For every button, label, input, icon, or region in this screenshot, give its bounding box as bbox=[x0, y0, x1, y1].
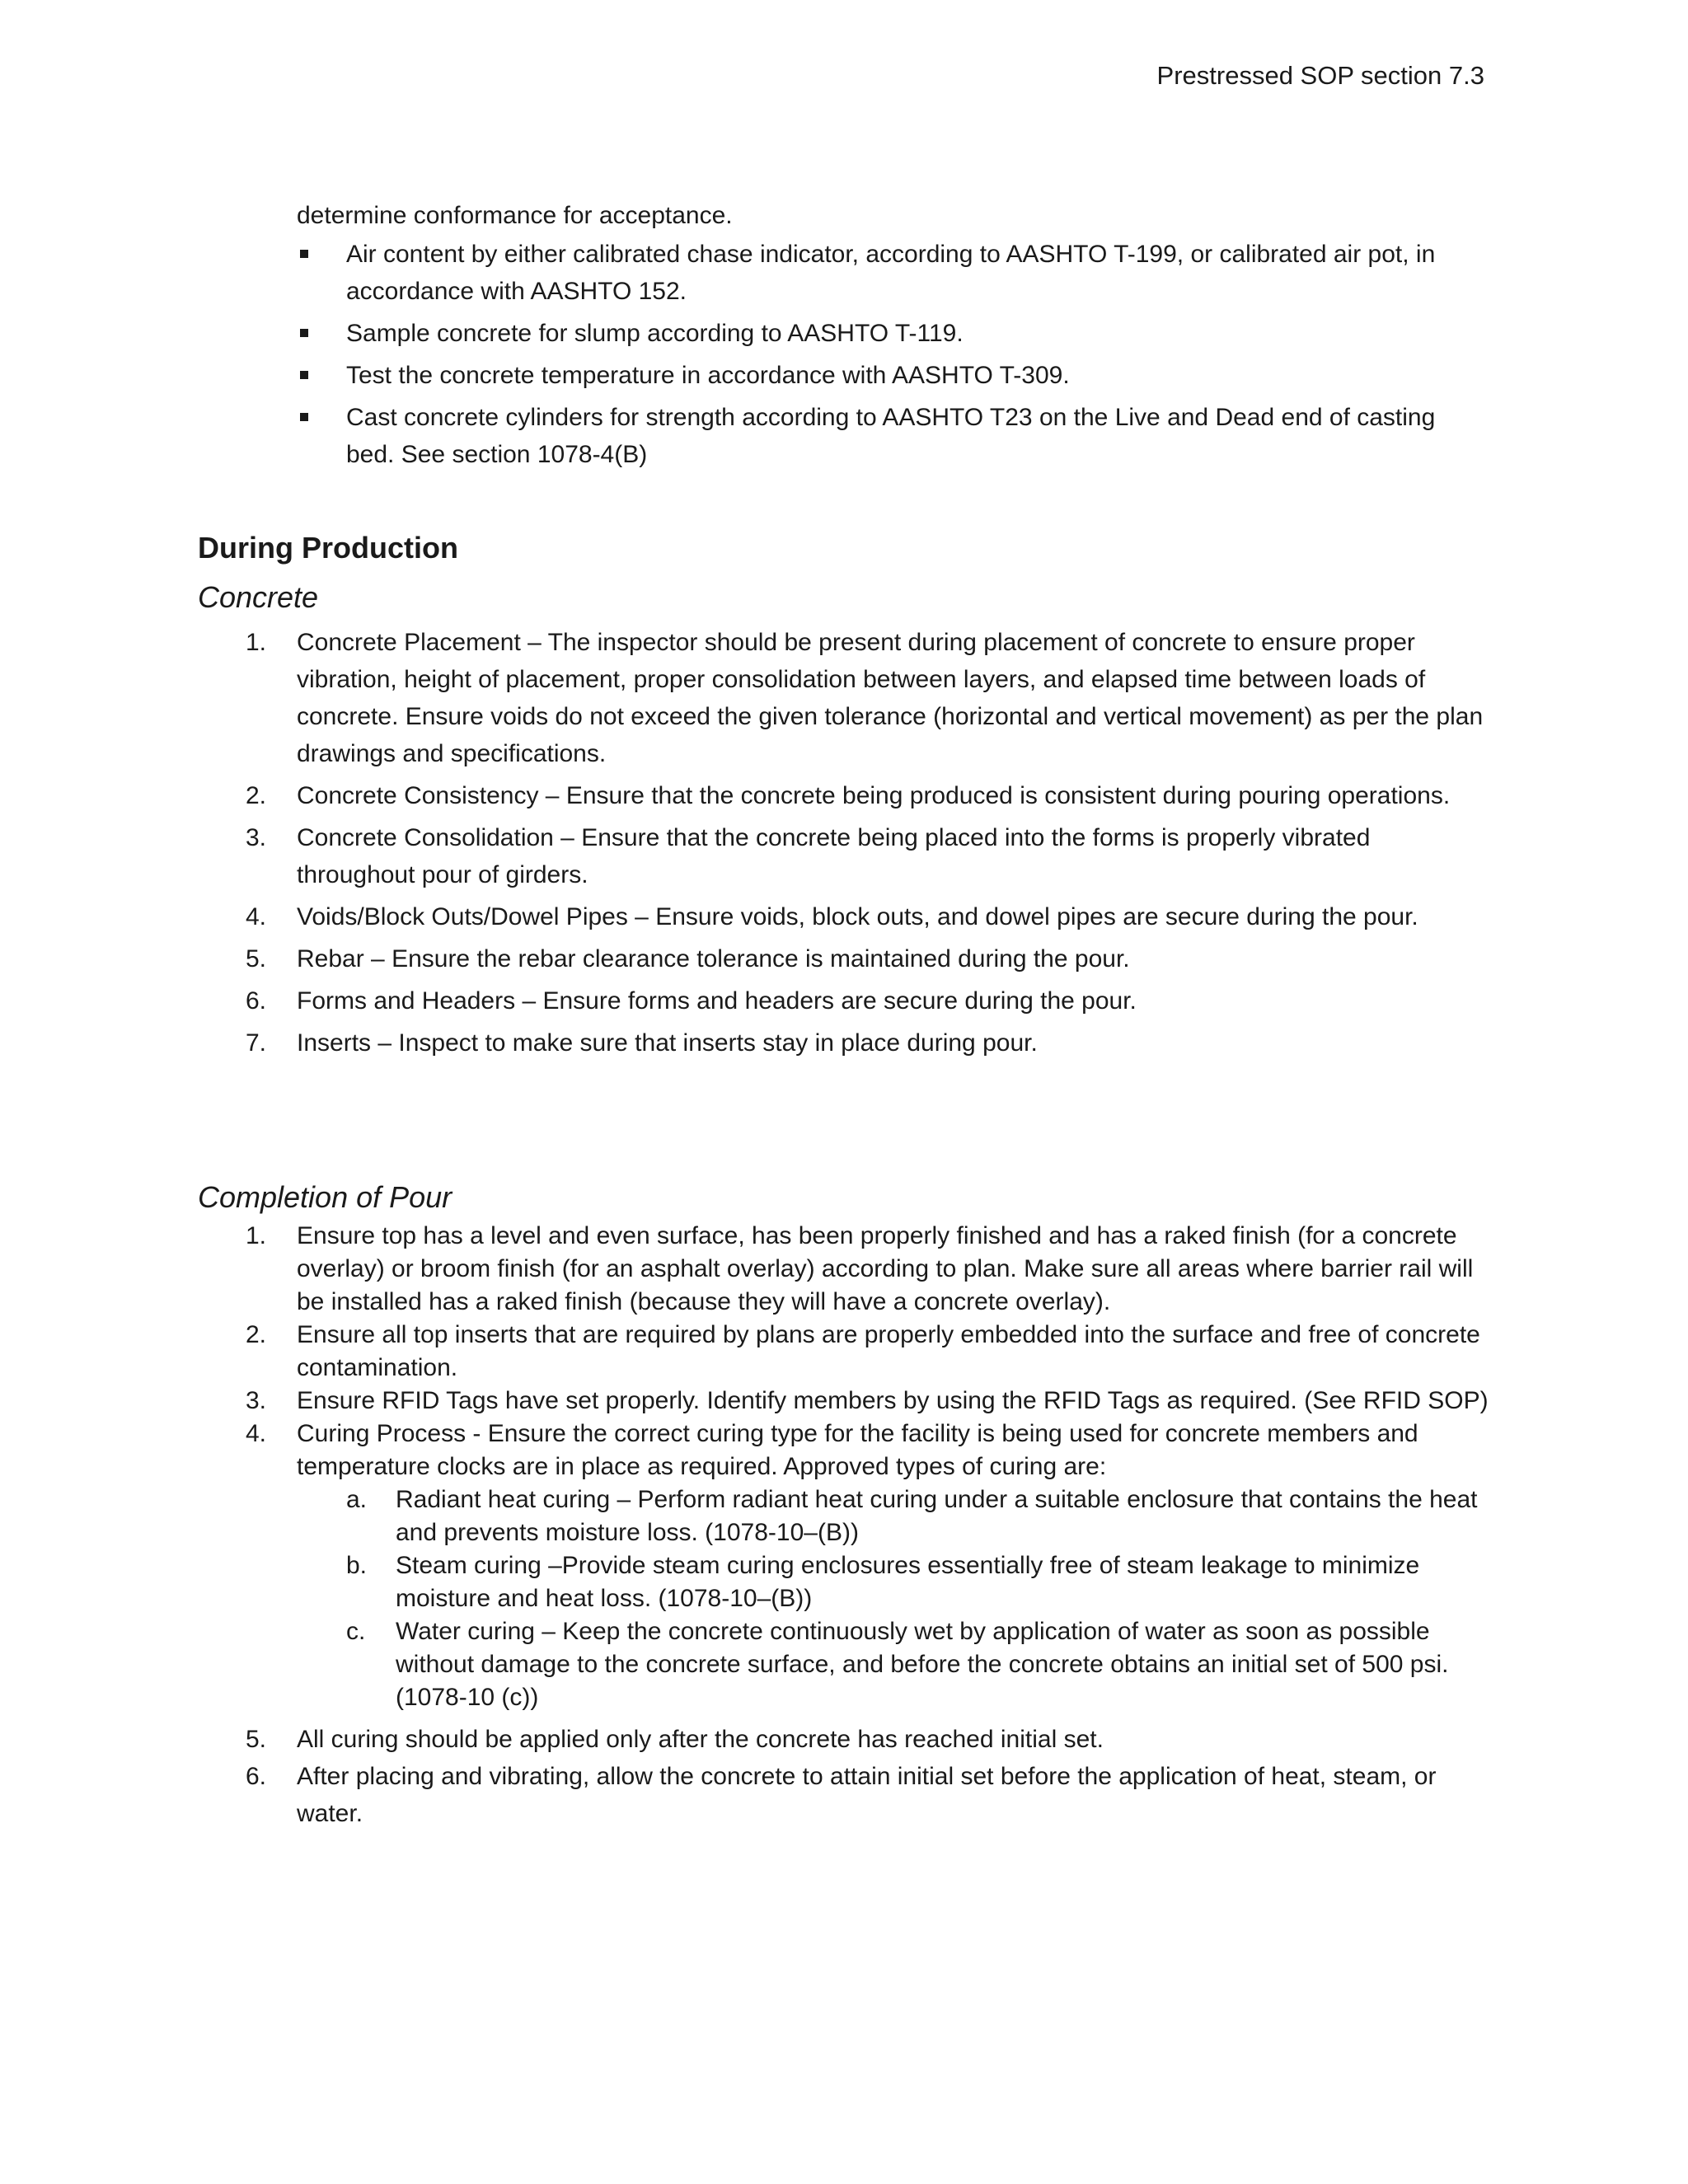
list-item: 3. Ensure RFID Tags have set properly. Identify members by using the RFID Tags as required. (See RFID SOP) bbox=[246, 1387, 1489, 1414]
list-item: 2. Ensure all top inserts that are required by plans are properly embedded into the surface and free of concrete contamination. bbox=[246, 1321, 1480, 1381]
list-item: 6. After placing and vibrating, allow the concrete to attain initial set before the application of heat, steam, or water. bbox=[246, 1763, 1437, 1827]
list-item: 4. Curing Process - Ensure the correct curing type for the facility is being used for concrete members and temperature clocks are in place as required. Approved types of curing are: a. Radiant heat curing – Perform radiant heat curing under a suitable enclosure that contains the heat and prevents moisture loss. (1078-10–(B)) b. Steam curing –Provide steam curing enclosures essentially free of steam leakage to minimize moisture and heat loss. (1078-10–(B)) c. Water curing – Keep the concrete continuously wet by application of water as soon as possible without damage to the concrete surface, and before the concrete obtains an initial set of 500 psi. (1078-10 (c)) bbox=[198, 1418, 1500, 1714]
continuation-paragraph: determine conformance for acceptance. bbox=[297, 202, 733, 229]
page-header: Prestressed SOP section 7.3 bbox=[1156, 61, 1484, 90]
list-item: 3. Concrete Consolidation – Ensure that the concrete being placed into the forms is properly vibrated throughout pour of girders. bbox=[246, 824, 1371, 888]
list-item: 1. Ensure top has a level and even surface, has been properly finished and has a raked finish (for a concrete overlay) or broom finish (for an asphalt overlay) according to plan. Make sure all areas where barrier rail will be installed has a raked finish (because they will have a concrete overlay). bbox=[246, 1222, 1474, 1315]
square-bullet-icon bbox=[300, 250, 308, 258]
test-bullet-list bbox=[297, 236, 1484, 478]
list-item: Air content by either calibrated chase indicator, according to AASHTO T-199, or calibrated air pot, in accordance with AASHTO 152. bbox=[297, 236, 1451, 310]
section-heading-during-production: During Production bbox=[198, 531, 458, 565]
list-item: 5. All curing should be applied only after the concrete has reached initial set. bbox=[246, 1726, 1104, 1753]
list-item: 5. Rebar – Ensure the rebar clearance tolerance is maintained during the pour. bbox=[246, 945, 1130, 972]
subheading-completion-of-pour: Completion of Pour bbox=[198, 1180, 452, 1214]
list-item: 7. Inserts – Inspect to make sure that inserts stay in place during pour. bbox=[246, 1029, 1038, 1057]
square-bullet-icon bbox=[300, 413, 308, 421]
list-item: b. Steam curing –Provide steam curing enclosures essentially free of steam leakage to minimize moisture and heat loss. (1078-10–(B)) bbox=[346, 1552, 1420, 1612]
square-bullet-icon bbox=[300, 371, 308, 379]
list-item: 1. Concrete Placement – The inspector should be present during placement of concrete to ensure proper vibration, height of placement, proper consolidation between layers, and elapsed time between loads of concrete. Ensure voids do not exceed the given tolerance (horizontal and vertical movement) as per the plan drawings and specifications. bbox=[246, 629, 1484, 767]
list-item: Sample concrete for slump according to AASHTO T-119. bbox=[297, 315, 1451, 352]
list-item: 4. Voids/Block Outs/Dowel Pipes – Ensure voids, block outs, and dowel pipes are secure during the pour. bbox=[246, 903, 1418, 930]
list-item: 6. Forms and Headers – Ensure forms and headers are secure during the pour. bbox=[246, 987, 1137, 1015]
completion-numbered-list bbox=[198, 1220, 1500, 1832]
list-item: c. Water curing – Keep the concrete continuously wet by application of water as soon as possible without damage to the concrete surface, and before the concrete obtains an initial set of 500 psi. (1078-10 (c)) bbox=[346, 1618, 1449, 1711]
list-item: 2. Concrete Consistency – Ensure that the concrete being produced is consistent during pouring operations. bbox=[246, 782, 1451, 809]
concrete-numbered-list bbox=[198, 624, 1500, 1066]
subheading-concrete: Concrete bbox=[198, 580, 319, 614]
square-bullet-icon bbox=[300, 329, 308, 337]
list-item: a. Radiant heat curing – Perform radiant heat curing under a suitable enclosure that contains the heat and prevents moisture loss. (1078-10–(B)) bbox=[346, 1486, 1478, 1546]
list-item: Test the concrete temperature in accordance with AASHTO T-309. bbox=[297, 357, 1451, 394]
curing-types-list bbox=[297, 1483, 1500, 1714]
list-item: Cast concrete cylinders for strength according to AASHTO T23 on the Live and Dead end of casting bed. See section 1078-4(B) bbox=[297, 399, 1451, 473]
